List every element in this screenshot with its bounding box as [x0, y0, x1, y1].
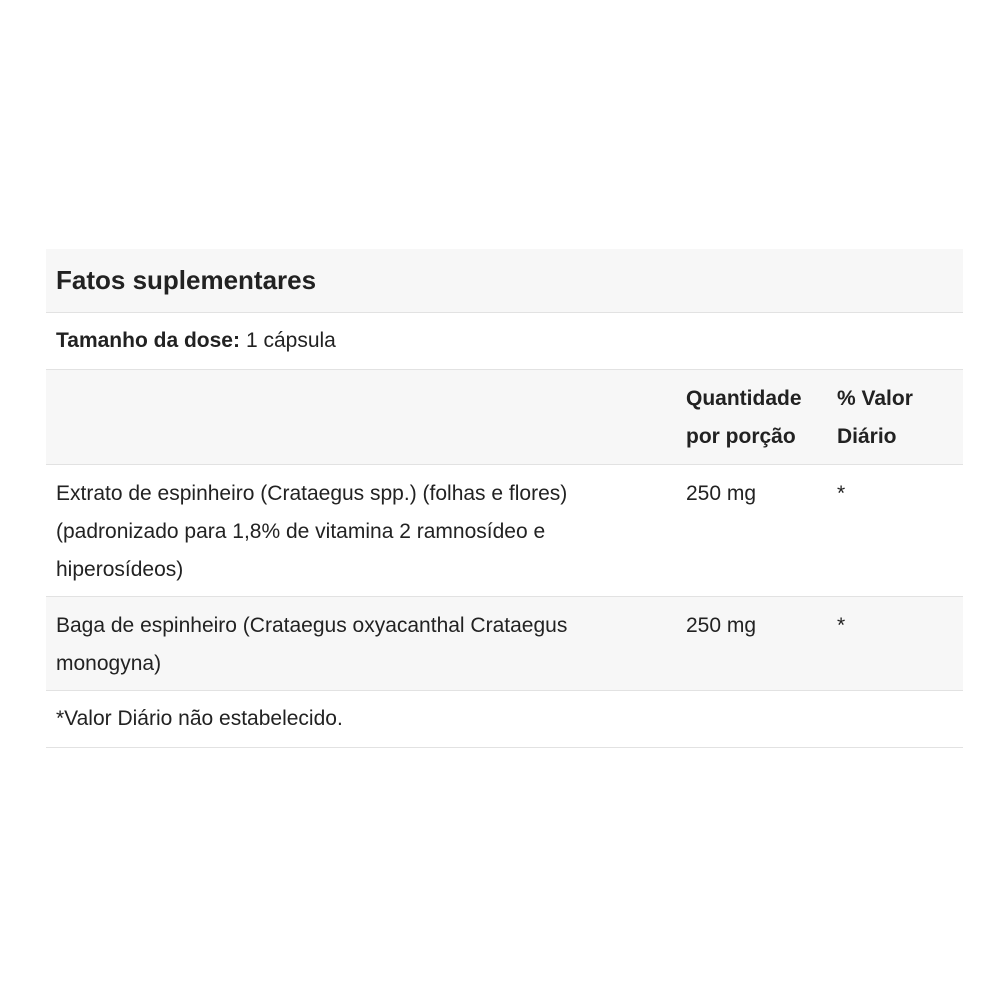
header-amount-line2: por porção [686, 425, 796, 448]
serving-size-value: 1 cápsula [245, 329, 336, 352]
ingredient-daily-value: * [837, 482, 846, 505]
ingredient-daily-value: * [837, 614, 846, 637]
footnote: *Valor Diário não estabelecido. [46, 691, 963, 748]
header-amount [676, 380, 827, 464]
header-dv-line2: Diário [837, 425, 897, 448]
facts-title: Fatos suplementares [46, 249, 963, 313]
table-header-row [46, 370, 963, 465]
ingredient-amount: 250 mg [686, 482, 757, 505]
header-name [46, 380, 676, 464]
ingredient-name: Baga de espinheiro (Crataegus oxyacanthal Crataegus monogyna) [56, 614, 568, 675]
serving-size-label: Tamanho da dose: [56, 329, 240, 352]
table-row [46, 465, 963, 597]
supplement-facts-table [46, 249, 963, 748]
header-amount-line1: Quantidade [686, 387, 802, 410]
ingredient-name: Extrato de espinheiro (Crataegus spp.) (folhas e flores) (padronizado para 1,8% de vitamina 2 ramnosídeo e hiperosídeos) [56, 482, 568, 581]
header-dv-line1: % Valor [837, 387, 913, 410]
ingredient-amount: 250 mg [686, 614, 757, 637]
serving-size-row [46, 313, 963, 370]
header-daily-value [827, 380, 963, 464]
table-row [46, 597, 963, 691]
